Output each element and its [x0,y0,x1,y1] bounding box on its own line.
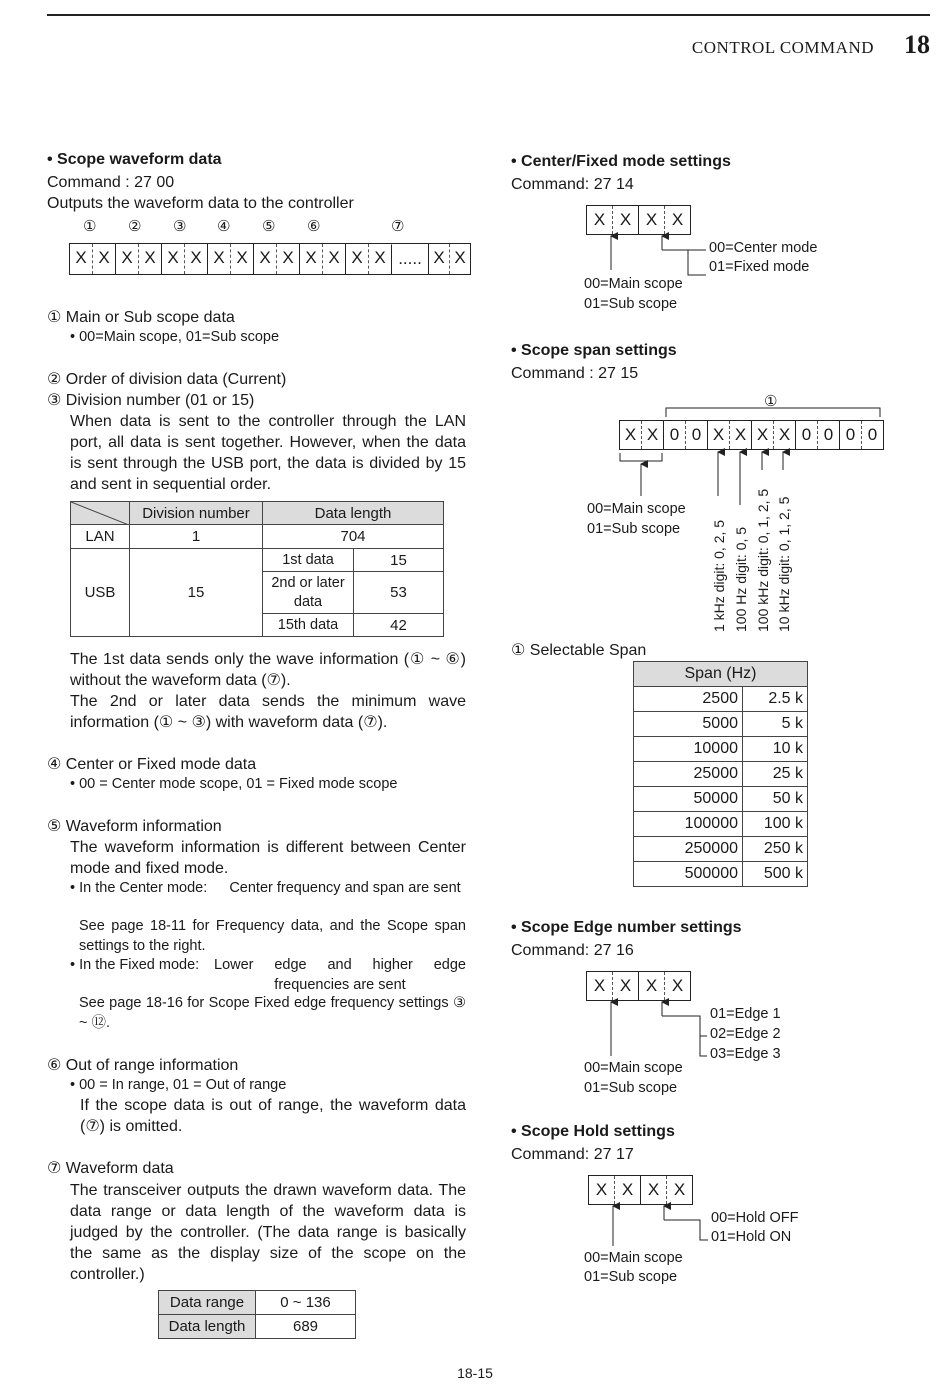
row-usb: USB [71,549,130,637]
span-hz-cell: 50000 [634,787,743,812]
col-length: Data length [263,502,444,525]
col-division: Division number [130,502,263,525]
selectable-span-title: ① Selectable Span [511,642,647,659]
marker-6: ⑥ [307,218,321,235]
edge-option-2: 02=Edge 2 [710,1026,781,1042]
byte: X [449,244,470,274]
waveform-desc: Outputs the waveform data to the controller [47,195,354,212]
byte: X [638,206,664,234]
edge-main-scope: 00=Main scope [584,1060,683,1076]
byte: X [253,244,276,274]
edge-sub-scope: 01=Sub scope [584,1080,678,1096]
digit-label-100khz: 100 kHz digit: 0, 1, 2, 5 [755,488,771,632]
item2-title: ② Order of division data (Current) [47,371,287,388]
byte: X [345,244,368,274]
span-marker: ① [764,393,778,410]
marker-7: ⑦ [391,218,405,235]
byte: X [299,244,322,274]
digit-label-100hz: 100 Hz digit: 0, 5 [733,526,749,632]
byte: X [595,1180,608,1199]
byte: X [322,244,345,274]
item4-title: ④ Center or Fixed mode data [47,756,257,773]
page-number: 18-15 [457,1365,493,1381]
chapter-number: 18 [904,30,930,59]
span-hz-cell: 5000 [634,712,743,737]
item1-title: ① Main or Sub scope data [47,309,235,326]
byte: X [707,421,729,449]
byte: X [368,244,391,274]
byte: X [612,972,638,1000]
center-fixed-command: Command: 27 14 [511,176,634,193]
byte: X [276,244,299,274]
main-scope-option: 00=Main scope [584,276,683,292]
byte: X [773,421,795,449]
byte: 0 [861,421,883,449]
span-k-cell: 10 k [743,737,808,762]
marker-3: ③ [173,218,187,235]
range-label: Data range [159,1291,256,1315]
span-table-header: Span (Hz) [634,662,808,687]
byte: X [664,972,690,1000]
byte: X [75,248,87,267]
marker-1: ① [83,218,97,235]
byte: X [666,1176,692,1204]
span-k-cell: 500 k [743,862,808,887]
sub-scope-option: 01=Sub scope [584,296,678,312]
usb-row-value: 15 [354,549,444,572]
center-fixed-heading: • Center/Fixed mode settings [511,153,731,170]
byte: X [207,244,230,274]
byte: X [664,206,690,234]
after-table-2: The 2nd or later data sends the minimum wave information (① ~ ③) with waveform data (⑦). [70,693,466,731]
row-lan: LAN [71,525,130,549]
item6-title: ⑥ Out of range information [47,1057,239,1074]
span-hz-cell: 25000 [634,762,743,787]
byte: X [624,425,637,444]
span-k-cell: 250 k [743,837,808,862]
center-mode-text: Center frequency and span are sent [229,880,461,896]
span-hz-cell: 500000 [634,862,743,887]
marker-2: ② [128,218,142,235]
center-mode-see: See page 18-11 for Frequency data, and the Scope span settings to the right. [79,918,466,954]
byte: X [593,210,606,229]
item6-text: If the scope data is out of range, the waveform data (⑦) is omitted. [80,1097,466,1135]
usb-row-value: 42 [354,614,444,637]
span-hz-cell: 2500 [634,687,743,712]
range-value: 0 ~ 136 [256,1291,356,1315]
usb-row-value: 53 [354,572,444,614]
marker-4: ④ [217,218,231,235]
hold-heading: • Scope Hold settings [511,1123,675,1140]
edge-command: Command: 27 16 [511,942,634,959]
fixed-mode-label: • In the Fixed mode: [70,957,200,973]
hold-main-scope: 00=Main scope [584,1250,683,1266]
byte: X [428,244,449,274]
span-hz-cell: 100000 [634,812,743,837]
item5-text: The waveform information is different between Center mode and fixed mode. [70,839,466,877]
byte: 0 [685,421,707,449]
item7-text: The transceiver outputs the drawn waveform data. The data range or data length of the waveform data is judged by the controller. (The data range is basically the same as the display size of the scope on the controller.) [70,1182,466,1283]
span-k-cell: 5 k [743,712,808,737]
usb-row-label: 15th data [263,614,354,637]
header-title: CONTROL COMMAND [691,38,874,57]
item7-title: ⑦ Waveform data [47,1160,174,1177]
marker-5: ⑤ [262,218,276,235]
byte: X [729,421,751,449]
byte: X [184,244,207,274]
hold-on-option: 01=Hold ON [711,1229,792,1245]
hold-command: Command: 27 17 [511,1146,634,1163]
usb-division: 15 [130,549,263,637]
lan-length: 704 [263,525,444,549]
edge-heading: • Scope Edge number settings [511,919,742,936]
byte: 0 [663,421,685,449]
item1-sub: • 00=Main scope, 01=Sub scope [70,329,280,345]
waveform-heading: • Scope waveform data [47,151,222,168]
byte: X [612,206,638,234]
length-label: Data length [159,1315,256,1339]
byte: X [92,244,115,274]
item6-sub: • 00 = In range, 01 = Out of range [70,1077,287,1093]
usb-row-label: 2nd or later data [263,572,354,614]
fixed-mode-see: See page 18-16 for Scope Fixed edge frequency settings ③ ~ ⑫. [79,995,466,1031]
byte: X [614,1176,640,1204]
fixed-mode-text: Lower edge and higher edge frequencies are sent [214,957,466,993]
byte: 0 [795,421,817,449]
byte: X [751,421,773,449]
byte: X [640,1176,666,1204]
edge-option-3: 03=Edge 3 [710,1046,781,1062]
usb-row-label: 1st data [263,549,354,572]
edge-option-1: 01=Edge 1 [710,1006,781,1022]
byte-ellipsis: ..... [391,244,428,274]
item3-title: ③ Division number (01 or 15) [47,392,255,409]
span-k-cell: 50 k [743,787,808,812]
after-table-1: The 1st data sends only the wave information (① ~ ⑥) without the waveform data (⑦). [70,651,466,689]
hold-off-option: 00=Hold OFF [711,1210,799,1226]
length-value: 689 [256,1315,356,1339]
lan-division: 1 [130,525,263,549]
byte: 0 [817,421,839,449]
span-k-cell: 2.5 k [743,687,808,712]
byte: 0 [839,421,861,449]
hold-sub-scope: 01=Sub scope [584,1269,678,1285]
byte: X [638,972,664,1000]
waveform-command: Command : 27 00 [47,174,175,191]
center-mode-label: • In the Center mode: [70,880,208,896]
span-hz-cell: 10000 [634,737,743,762]
byte: X [138,244,161,274]
span-heading: • Scope span settings [511,342,677,359]
item3-text: When data is sent to the controller through the LAN port, all data is sent together. However, when the data is sent through the USB port, the data is divided by 15 and sent in sequential order. [70,413,466,493]
span-k-cell: 100 k [743,812,808,837]
item5-title: ⑤ Waveform information [47,818,222,835]
byte: X [641,421,663,449]
span-k-cell: 25 k [743,762,808,787]
span-command: Command : 27 15 [511,365,639,382]
span-sub-scope: 01=Sub scope [587,521,681,537]
digit-label-1khz: 1 kHz digit: 0, 2, 5 [711,519,727,632]
byte: X [161,244,184,274]
digit-label-10khz: 10 kHz digit: 0, 1, 2, 5 [776,496,792,632]
center-mode-option: 00=Center mode [709,240,818,256]
item4-sub: • 00 = Center mode scope, 01 = Fixed mode scope [70,776,398,792]
span-hz-cell: 250000 [634,837,743,862]
byte: X [115,244,138,274]
byte: X [593,976,606,995]
span-main-scope: 00=Main scope [587,501,686,517]
byte: X [230,244,253,274]
fixed-mode-option: 01=Fixed mode [709,259,810,275]
